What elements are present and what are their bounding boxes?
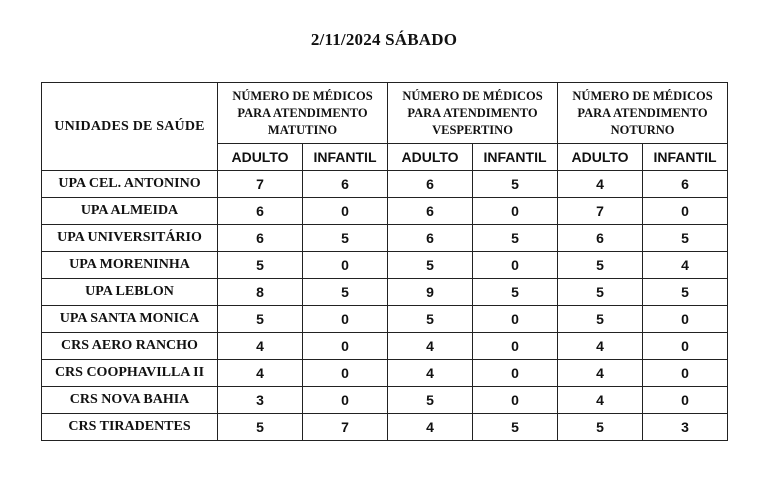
child-doctor-count: 0 xyxy=(473,387,558,414)
health-unit-name: UPA CEL. ANTONINO xyxy=(42,171,218,198)
child-doctor-count: 0 xyxy=(643,360,728,387)
child-doctor-count: 5 xyxy=(643,279,728,306)
health-unit-name: UPA MORENINHA xyxy=(42,252,218,279)
health-unit-name: CRS NOVA BAHIA xyxy=(42,387,218,414)
adult-doctor-count: 6 xyxy=(388,171,473,198)
adult-doctor-count: 4 xyxy=(218,333,303,360)
health-unit-name: CRS AERO RANCHO xyxy=(42,333,218,360)
child-doctor-count: 0 xyxy=(473,333,558,360)
child-doctor-count: 0 xyxy=(473,306,558,333)
table-row xyxy=(42,198,728,225)
table-row xyxy=(42,387,728,414)
adult-doctor-count: 5 xyxy=(558,252,643,279)
child-doctor-count: 0 xyxy=(473,252,558,279)
group-header-night xyxy=(558,83,728,144)
group-header-line: PARA ATENDIMENTO xyxy=(237,105,368,120)
child-doctor-count: 0 xyxy=(643,198,728,225)
adult-doctor-count: 5 xyxy=(218,414,303,441)
child-doctor-count: 3 xyxy=(643,414,728,441)
adult-doctor-count: 5 xyxy=(558,306,643,333)
child-doctor-count: 6 xyxy=(643,171,728,198)
child-doctor-count: 7 xyxy=(303,414,388,441)
adult-doctor-count: 7 xyxy=(558,198,643,225)
table-row xyxy=(42,171,728,198)
child-doctor-count: 5 xyxy=(473,225,558,252)
adult-doctor-count: 6 xyxy=(388,198,473,225)
subheader-adult: ADULTO xyxy=(388,144,473,171)
group-header-afternoon xyxy=(388,83,558,144)
doctors-schedule-table xyxy=(41,82,728,441)
child-doctor-count: 5 xyxy=(473,171,558,198)
units-header: UNIDADES DE SAÚDE xyxy=(42,83,218,171)
group-header-line: PARA ATENDIMENTO xyxy=(577,105,708,120)
child-doctor-count: 0 xyxy=(303,333,388,360)
adult-doctor-count: 5 xyxy=(558,279,643,306)
group-header-morning xyxy=(218,83,388,144)
child-doctor-count: 0 xyxy=(643,387,728,414)
child-doctor-count: 0 xyxy=(473,198,558,225)
adult-doctor-count: 6 xyxy=(558,225,643,252)
health-unit-name: UPA ALMEIDA xyxy=(42,198,218,225)
adult-doctor-count: 4 xyxy=(558,171,643,198)
group-header-line: MATUTINO xyxy=(267,122,338,137)
adult-doctor-count: 4 xyxy=(558,387,643,414)
adult-doctor-count: 6 xyxy=(218,225,303,252)
adult-doctor-count: 5 xyxy=(388,252,473,279)
child-doctor-count: 5 xyxy=(303,279,388,306)
child-doctor-count: 4 xyxy=(643,252,728,279)
adult-doctor-count: 6 xyxy=(218,198,303,225)
child-doctor-count: 0 xyxy=(473,360,558,387)
adult-doctor-count: 4 xyxy=(388,333,473,360)
health-unit-name: CRS COOPHAVILLA II xyxy=(42,360,218,387)
adult-doctor-count: 5 xyxy=(388,387,473,414)
table-row xyxy=(42,360,728,387)
group-header-line: PARA ATENDIMENTO xyxy=(407,105,538,120)
table-row xyxy=(42,306,728,333)
adult-doctor-count: 5 xyxy=(218,252,303,279)
child-doctor-count: 0 xyxy=(303,360,388,387)
subheader-adult: ADULTO xyxy=(218,144,303,171)
adult-doctor-count: 4 xyxy=(558,360,643,387)
child-doctor-count: 0 xyxy=(643,306,728,333)
adult-doctor-count: 5 xyxy=(388,306,473,333)
adult-doctor-count: 4 xyxy=(218,360,303,387)
child-doctor-count: 0 xyxy=(303,387,388,414)
adult-doctor-count: 3 xyxy=(218,387,303,414)
subheader-child: INFANTIL xyxy=(303,144,388,171)
table-row xyxy=(42,414,728,441)
adult-doctor-count: 5 xyxy=(218,306,303,333)
health-unit-name: UPA LEBLON xyxy=(42,279,218,306)
group-header-line: NÚMERO DE MÉDICOS xyxy=(232,88,373,103)
health-unit-name: UPA SANTA MONICA xyxy=(42,306,218,333)
table-body xyxy=(42,171,728,441)
table-header-row xyxy=(42,83,728,144)
health-unit-name: CRS TIRADENTES xyxy=(42,414,218,441)
table-row xyxy=(42,252,728,279)
child-doctor-count: 6 xyxy=(303,171,388,198)
group-header-line: NÚMERO DE MÉDICOS xyxy=(572,88,713,103)
group-header-line: VESPERTINO xyxy=(432,122,513,137)
adult-doctor-count: 6 xyxy=(388,225,473,252)
group-header-line: NOTURNO xyxy=(610,122,675,137)
adult-doctor-count: 5 xyxy=(558,414,643,441)
subheader-child: INFANTIL xyxy=(643,144,728,171)
adult-doctor-count: 4 xyxy=(558,333,643,360)
adult-doctor-count: 4 xyxy=(388,360,473,387)
child-doctor-count: 5 xyxy=(473,279,558,306)
adult-doctor-count: 4 xyxy=(388,414,473,441)
table-row xyxy=(42,279,728,306)
page-title: 2/11/2024 SÁBADO xyxy=(310,30,458,49)
child-doctor-count: 0 xyxy=(643,333,728,360)
child-doctor-count: 5 xyxy=(473,414,558,441)
adult-doctor-count: 8 xyxy=(218,279,303,306)
child-doctor-count: 0 xyxy=(303,252,388,279)
adult-doctor-count: 9 xyxy=(388,279,473,306)
table-row xyxy=(42,225,728,252)
child-doctor-count: 0 xyxy=(303,306,388,333)
subheader-child: INFANTIL xyxy=(473,144,558,171)
child-doctor-count: 0 xyxy=(303,198,388,225)
table-row xyxy=(42,333,728,360)
child-doctor-count: 5 xyxy=(303,225,388,252)
group-header-line: NÚMERO DE MÉDICOS xyxy=(402,88,543,103)
health-unit-name: UPA UNIVERSITÁRIO xyxy=(42,225,218,252)
child-doctor-count: 5 xyxy=(643,225,728,252)
subheader-adult: ADULTO xyxy=(558,144,643,171)
adult-doctor-count: 7 xyxy=(218,171,303,198)
